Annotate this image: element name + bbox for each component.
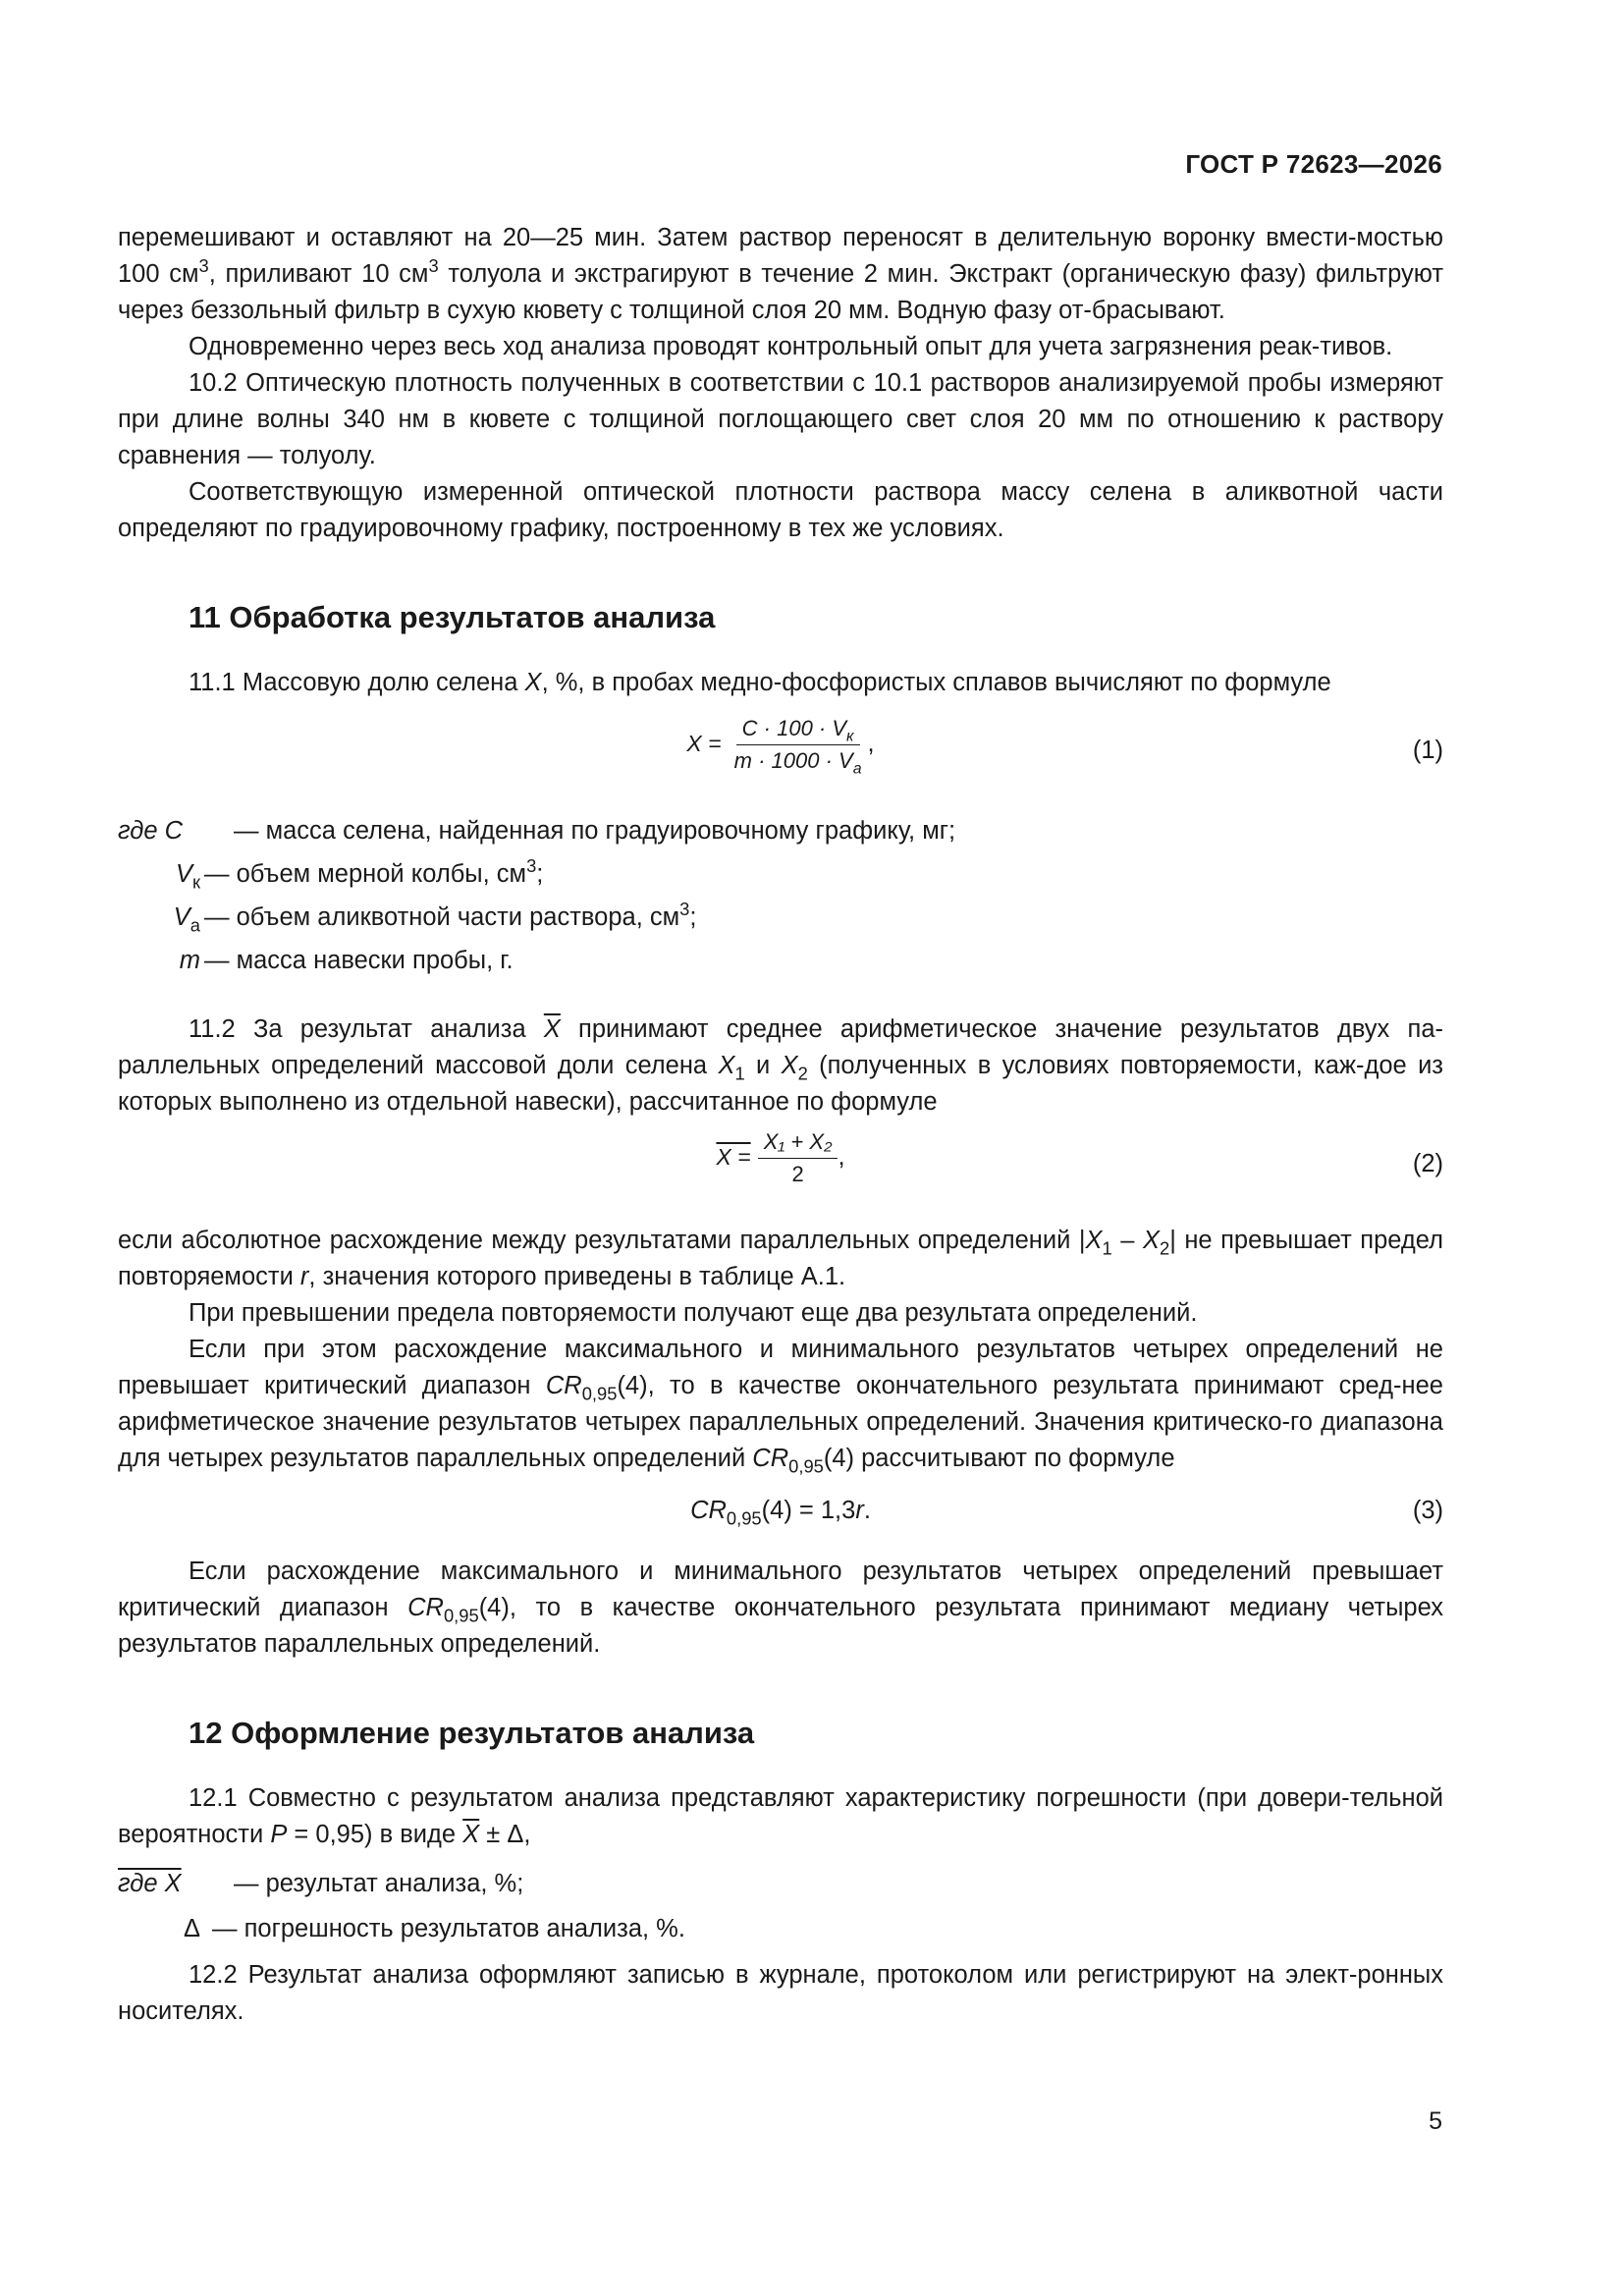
- formula-3-number: (3): [1412, 1497, 1443, 1524]
- def-symbol: $V_а$: [173, 903, 200, 936]
- page-body: [118, 220, 1443, 2030]
- def-symbol: где X: [118, 1870, 182, 1897]
- paragraph-1: перемешивают и оставляют на 20—25 мин. Затем раствор переносят в делительную воронку вмести-мостью 100 $см^3$, приливают 10 $см^3$ толуола и экстрагируют в течение 2 мин. Экстракт (органическую фазу) фильтруют через беззольный фильтр в сухую кювету с толщиной слоя 20 мм. Водную фазу от-брасывают.: [118, 224, 1443, 324]
- paragraph-2: Одновременно через весь ход анализа проводят контрольный опыт для учета загрязнения реак-тивов.: [189, 333, 1393, 360]
- paragraph-median: Если расхождение максимального и минимального результатов четырех определений превышает критический диапазон $CR_{0,95}(4)$, то в качестве окончательного результата принимают медиану четырех результатов параллельных определений.: [118, 1558, 1443, 1658]
- formula-1-number: (1): [1412, 737, 1443, 764]
- def-text: — погрешность результатов анализа, %.: [212, 1915, 685, 1942]
- paragraph-11-1: 11.1 Массовую долю селена X, %, в пробах медно-фосфористых сплавов вычисляют по формуле: [189, 669, 1331, 696]
- definitions-1: [118, 809, 1443, 982]
- section-11-heading: 11 Обработка результатов анализа: [189, 600, 716, 634]
- paragraph-4: Соответствующую измеренной оптической плотности раствора массу селена в аликвотной части определяют по градуировочному графику, построенному в тех же условиях.: [118, 478, 1443, 542]
- formula-1: X = $\frac{C \cdot 100 \cdot V_к}{m \cdot 1000 \cdot V_а}$ , (1): [686, 716, 1443, 778]
- formula-3: $CR_{0,95}(4) = 1,3r$. (3): [118, 1491, 1443, 1546]
- definitions-2: [118, 1861, 1443, 1951]
- def-text: — объем аликвотной части раствора, $см^3$;: [204, 898, 697, 931]
- paragraph-11-2: 11.2 За результат анализа $\overline{X}$ принимают среднее арифметическое значение результатов двух па-раллельных определений массовой доли селена $X_1$ и $X_2$ (полученных в условиях повторяемости, каж-дое из которых выполнено из отдельной навески), рассчитанное по формуле: [118, 1015, 1444, 1116]
- paragraph-12-1: 12.1 Совместно с результатом анализа представляют характеристику погрешности (при довери-тельной вероятности P = 0,95) в виде $\overline{X} \pm \Delta$,: [118, 1784, 1443, 1848]
- def-text: — масса селена, найденная по градуировочному графику, мг;: [234, 817, 956, 845]
- formula-1-fraction: $\frac{C \cdot 100 \cdot V_к}{m \cdot 1000 \cdot V_а}$: [733, 716, 862, 778]
- formula-2-fraction: $\frac{\text{X₁ + X₂}}{2}$: [758, 1128, 839, 1188]
- paragraph-3: 10.2 Оптическую плотность полученных в соответствии с 10.1 растворов анализируемой пробы измеряют при длине волны 340 нм в кювете с толщиной поглощающего свет слоя 20 мм по отношению к раствору сравнения — толуолу.: [118, 369, 1443, 469]
- paragraph-12-2: 12.2 Результат анализа оформляют записью в журнале, протоколом или регистрируют на элект-ронных носителях.: [118, 1961, 1443, 2025]
- page-number: 5: [1429, 2107, 1442, 2135]
- formula-2-number: (2): [1412, 1150, 1443, 1177]
- formula-2: X = $\frac{\text{X₁ + X₂}}{2}$ , (2): [716, 1129, 1443, 1186]
- def-text: — объем мерной колбы, $см^3$;: [204, 854, 544, 888]
- section-12-heading: 12 Оформление результатов анализа: [189, 1716, 755, 1750]
- paragraph-critical-range: Если при этом расхождение максимального и минимального результатов четырех определений не превышает критический диапазон $CR_{0,95}(4)$, то в качестве окончательного результата принимают сред-нее арифметическое значение результатов четырех параллельных определений. Значения критическо-го диапазона для четырех результатов параллельных определений $CR_{0,95}(4)$ рассчитывают по формуле: [118, 1336, 1443, 1477]
- def-symbol: где C: [118, 817, 184, 845]
- paragraph-excess: При превышении предела повторяемости получают еще два результата определений.: [189, 1299, 1198, 1327]
- paragraph-repeatability: если абсолютное расхождение между результатами параллельных определений $|X_1 - X_2|$ не превышает предел повторяемости r, значения которого приведены в таблице А.1.: [118, 1227, 1443, 1290]
- document-header: ГОСТ Р 72623—2026: [1185, 149, 1442, 179]
- def-text: — результат анализа, %;: [234, 1870, 524, 1897]
- def-symbol: $V_к$: [175, 860, 200, 893]
- def-symbol: m: [179, 947, 200, 974]
- formula-1-lhs: X =: [686, 731, 722, 757]
- def-text: — масса навески пробы, г.: [204, 947, 514, 974]
- def-symbol: Δ: [183, 1915, 200, 1942]
